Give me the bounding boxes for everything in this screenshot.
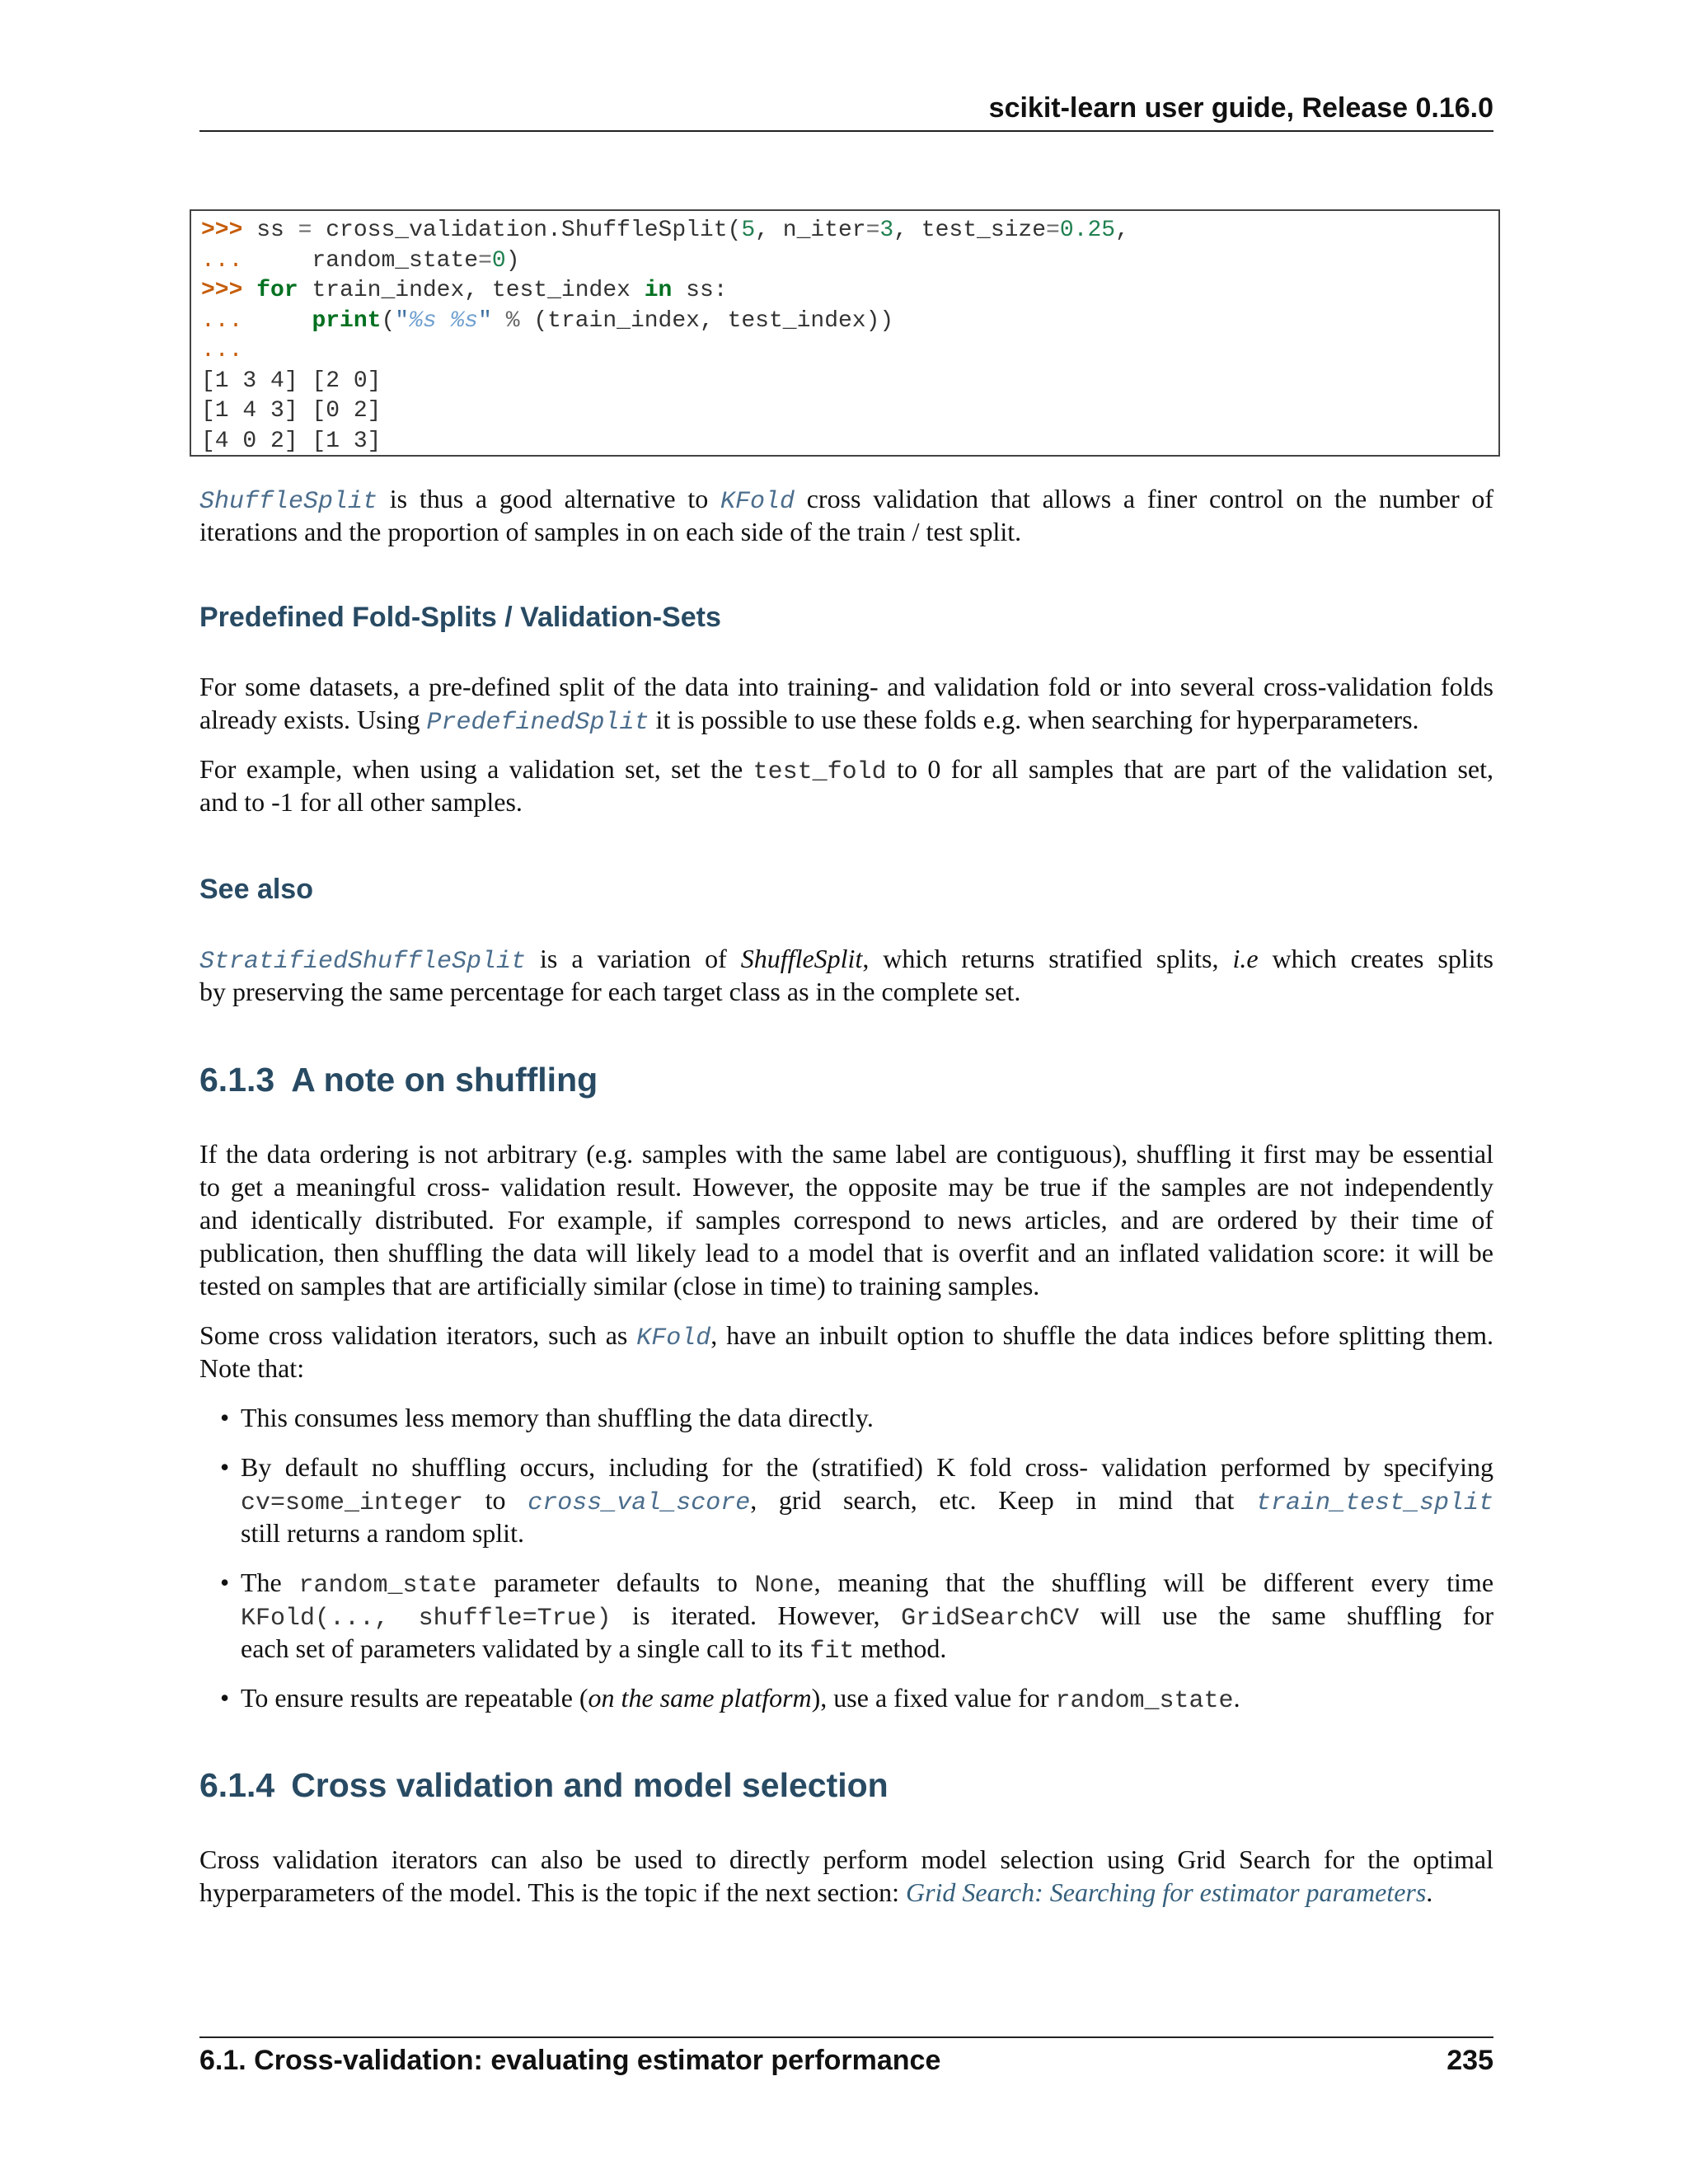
- paragraph-line: publication, then shuffling the data will likely lead to a model that is overfit and an inflated validation score: it will be: [199, 1238, 1493, 1268]
- code-line: [201, 216, 1498, 246]
- paragraph-line: Cross validation iterators can also be used to directly perform model selection using Grid Search for the optimal: [199, 1844, 1493, 1874]
- code-interpolation: %s: [409, 307, 437, 334]
- link-stratifiedshufflesplit[interactable]: StratifiedShuffleSplit: [199, 948, 527, 976]
- text-run: will use the same shuffling for: [1079, 1601, 1494, 1630]
- code-text: random_state: [242, 247, 479, 274]
- section-title: A note on shuffling: [291, 1061, 598, 1099]
- code-string: ": [395, 307, 410, 334]
- code-line: [201, 276, 1498, 307]
- section-heading-6-1-4: [199, 1766, 889, 1805]
- inline-code: random_state: [1055, 1687, 1234, 1715]
- list-item-line: [241, 1681, 1493, 1714]
- section-number: 6.1.4: [199, 1766, 275, 1804]
- code-number: 3: [879, 218, 894, 243]
- paragraph-predefined-1: [199, 670, 1493, 736]
- code-number: 5: [741, 218, 756, 243]
- inline-code: KFold(..., shuffle=True): [241, 1605, 612, 1633]
- code-text: [242, 308, 312, 334]
- paragraph-predefined-2: [199, 752, 1493, 818]
- code-text: ss:: [672, 278, 728, 303]
- text-run: ), use a fixed value for: [811, 1683, 1056, 1713]
- text-run: hyperparameters of the model. This is the topic if the next section:: [199, 1877, 906, 1907]
- code-operator: =: [298, 218, 312, 243]
- code-prompt: ...: [201, 338, 243, 363]
- bullet-marker: •: [220, 1683, 230, 1713]
- bullet-marker: •: [220, 1403, 230, 1432]
- paragraph-line: For some datasets, a pre-defined split of the data into training- and validation fold or into several cross-validation folds: [199, 672, 1493, 701]
- text-run: to 0 for all samples that are part of the validation set,: [886, 754, 1494, 784]
- text-run: is thus a good alternative to: [377, 484, 720, 513]
- code-prompt: >>>: [201, 218, 243, 243]
- code-text: train_index, test_index: [298, 278, 645, 303]
- text-run: already exists. Using: [199, 705, 427, 734]
- code-prompt: >>>: [201, 278, 243, 303]
- inline-code: GridSearchCV: [901, 1605, 1080, 1633]
- code-keyword: in: [644, 278, 673, 303]
- section-title: Cross validation and model selection: [291, 1766, 889, 1804]
- inline-code: cv=some_integer: [241, 1489, 464, 1517]
- link-train-test-split[interactable]: train_test_split: [1255, 1489, 1494, 1517]
- code-operator: =: [1046, 218, 1060, 243]
- list-item: [220, 1681, 1493, 1715]
- inline-code: test_fold: [753, 758, 887, 786]
- paragraph-line: and identically distributed. For example, if samples correspond to news articles, and are ordered by their time of: [199, 1205, 1493, 1235]
- code-prompt: ...: [201, 307, 243, 334]
- footer-section-title: 6.1. Cross-validation: evaluating estimator performance: [199, 2045, 941, 2076]
- paragraph-shuffling-2: [199, 1319, 1493, 1385]
- code-output-line: [1 3 4] [2 0]: [201, 368, 382, 394]
- paragraph-line: iterations and the proportion of samples in on each side of the train / test split.: [199, 517, 1022, 546]
- code-text: cross_validation.ShuffleSplit(: [312, 218, 742, 243]
- text-run: method.: [854, 1633, 947, 1663]
- text-run: , meaning that the shuffling will be different every time: [814, 1568, 1494, 1597]
- bullet-marker: •: [220, 1568, 230, 1597]
- list-item-line: [241, 1599, 1493, 1632]
- text-run: To ensure results are repeatable (: [241, 1683, 588, 1713]
- code-interpolation: %s: [450, 307, 479, 334]
- code-block[interactable]: [190, 209, 1500, 457]
- code-text: (train_index, test_index)): [519, 307, 894, 334]
- list-item-line: [241, 1632, 1493, 1665]
- code-string: [437, 308, 451, 334]
- inline-code: None: [754, 1572, 814, 1600]
- text-run: parameter defaults to: [476, 1568, 755, 1597]
- paragraph-line: to get a meaningful cross- validation result. However, the opposite may be true if the samples are not independently: [199, 1172, 1493, 1202]
- emphasis: on the same platform: [588, 1683, 812, 1713]
- paragraph-see-also: [199, 942, 1493, 1008]
- paragraph-line: [199, 1876, 1493, 1909]
- code-text: , test_size: [893, 218, 1047, 243]
- text-run: is a variation of: [526, 944, 741, 973]
- link-grid-search[interactable]: Grid Search: Searching for estimator parameters: [905, 1877, 1427, 1907]
- code-keyword: for: [256, 278, 298, 303]
- paragraph-shufflesplit: [199, 482, 1493, 548]
- link-cross-val-score[interactable]: cross_val_score: [528, 1489, 751, 1517]
- list-item-line: [241, 1483, 1493, 1516]
- text-run: cross validation that allows a finer control on the number of: [794, 484, 1494, 513]
- emphasis: ShuffleSplit: [740, 944, 863, 973]
- page-number: 235: [1447, 2045, 1493, 2076]
- link-kfold[interactable]: KFold: [720, 488, 795, 516]
- paragraph-line: [199, 942, 1493, 975]
- section-number: 6.1.3: [199, 1061, 275, 1099]
- section-heading-6-1-3: [199, 1061, 598, 1099]
- footer-rule: [199, 2036, 1493, 2038]
- paragraph-line: If the data ordering is not arbitrary (e.g. samples with the same label are contiguous), shuffling it first may be essential: [199, 1139, 1493, 1169]
- paragraph-line: [199, 703, 1493, 736]
- text-run: each set of parameters validated by a single call to its: [241, 1633, 810, 1663]
- link-kfold[interactable]: KFold: [636, 1324, 711, 1352]
- text-run: it is possible to use these folds e.g. when searching for hyperparameters.: [649, 705, 1419, 734]
- code-operator: %: [491, 307, 520, 334]
- list-item-line: [241, 1566, 1493, 1599]
- header-rule: [199, 130, 1493, 132]
- list-item: [220, 1401, 1493, 1434]
- code-number: 0.25: [1059, 218, 1116, 243]
- subheading-see-also: See also: [199, 874, 313, 905]
- code-keyword: print: [312, 307, 382, 334]
- code-text: (: [381, 307, 396, 334]
- code-string: ": [478, 307, 492, 334]
- link-predefinedsplit[interactable]: PredefinedSplit: [426, 709, 649, 737]
- code-line: [201, 336, 1498, 367]
- text-run: Some cross validation iterators, such as: [199, 1320, 637, 1350]
- list-item-line: By default no shuffling occurs, including for the (stratified) K fold cross- validation performed by specifying: [241, 1452, 1493, 1482]
- paragraph-line: by preserving the same percentage for each target class as in the complete set.: [199, 977, 1021, 1006]
- text-run: , grid search, etc. Keep in mind that: [750, 1485, 1256, 1515]
- text-run: .: [1426, 1877, 1433, 1907]
- code-output-line: [1 4 3] [0 2]: [201, 398, 382, 424]
- subheading-predefined: Predefined Fold-Splits / Validation-Sets: [199, 602, 721, 633]
- paragraph-line: and to -1 for all other samples.: [199, 787, 523, 817]
- text-run: For example, when using a validation set, set the: [199, 754, 753, 784]
- text-run: .: [1233, 1683, 1240, 1713]
- list-item: [220, 1566, 1494, 1666]
- paragraph-line: [199, 752, 1493, 785]
- code-line: [201, 307, 1498, 337]
- paragraph-model-selection: [199, 1843, 1493, 1909]
- link-shufflesplit[interactable]: ShuffleSplit: [199, 488, 378, 516]
- text-run: , have an inbuilt option to shuffle the data indices before splitting them.: [710, 1320, 1494, 1350]
- paragraph-line: tested on samples that are artificially similar (close in time) to training samples.: [199, 1271, 1040, 1301]
- list-item: [220, 1451, 1494, 1549]
- text-run: which creates splits: [1258, 944, 1494, 973]
- list-item-line: This consumes less memory than shuffling the data directly.: [241, 1403, 874, 1432]
- emphasis: i.e: [1232, 944, 1259, 973]
- code-line: [201, 246, 1498, 277]
- code-prompt: ...: [201, 247, 243, 274]
- text-run: , which returns stratified splits,: [862, 944, 1233, 973]
- list-item-line: still returns a random split.: [241, 1518, 524, 1548]
- code-operator: =: [478, 247, 492, 274]
- text-run: is iterated. However,: [611, 1601, 902, 1630]
- paragraph-shuffling-1: [199, 1137, 1493, 1302]
- running-header: scikit-learn user guide, Release 0.16.0: [988, 92, 1493, 124]
- paragraph-line: [199, 1319, 1493, 1352]
- text-run: The: [241, 1568, 299, 1597]
- code-operator: =: [865, 218, 880, 243]
- code-text: ,: [1115, 218, 1129, 243]
- text-run: to: [463, 1485, 528, 1515]
- inline-code: random_state: [298, 1572, 477, 1600]
- inline-code: fit: [809, 1638, 855, 1666]
- code-text: , n_iter: [755, 218, 866, 243]
- bullet-marker: •: [220, 1452, 230, 1482]
- code-number: 0: [491, 247, 506, 274]
- code-text: ss: [242, 218, 298, 243]
- code-text: ): [505, 247, 520, 274]
- paragraph-line: Note that:: [199, 1353, 305, 1383]
- code-output-line: [4 0 2] [1 3]: [201, 428, 382, 454]
- paragraph-line: [199, 482, 1493, 515]
